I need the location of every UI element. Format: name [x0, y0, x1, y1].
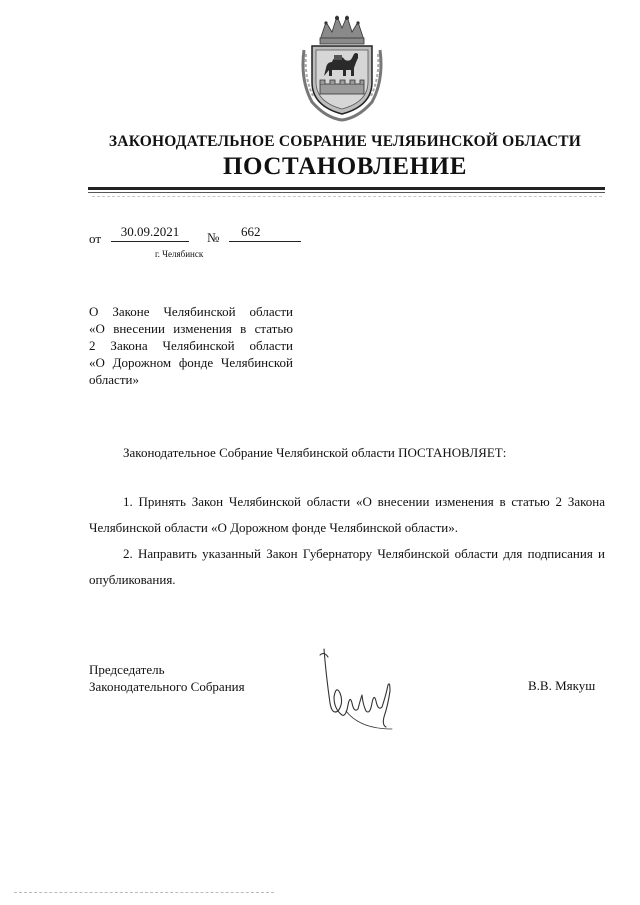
- document-subject: [89, 303, 293, 388]
- header-rule-thin: [88, 192, 605, 193]
- position-line: Законодательного Собрания: [89, 679, 245, 694]
- signatory-position: [89, 661, 245, 695]
- resolution-item: 2. Направить указанный Закон Губернатору Челябинской области для подписания и опубликования.: [89, 546, 605, 587]
- subject-line: области»: [89, 372, 139, 387]
- preamble: Законодательное Собрание Челябинской области ПОСТАНОВЛЯЕТ:: [123, 445, 507, 460]
- date-number-row: [89, 224, 309, 246]
- subject-line: О Законе Челябинской области: [89, 304, 293, 319]
- coat-of-arms-icon: [296, 10, 388, 122]
- organization-title: ЗАКОНОДАТЕЛЬНОЕ СОБРАНИЕ ЧЕЛЯБИНСКОЙ ОБЛАСТИ: [108, 133, 582, 150]
- document-date: 30.09.2021: [111, 224, 189, 242]
- date-prefix: от: [89, 231, 102, 246]
- subject-line: 2 Закона Челябинской области: [89, 338, 293, 353]
- footer-rule: [14, 892, 274, 893]
- subject-line: «О внесении изменения в статью: [89, 321, 293, 336]
- number-prefix: №: [207, 230, 220, 245]
- city-label: г. Челябинск: [155, 249, 204, 259]
- subject-line: «О Дорожном фонде Челябинской: [89, 355, 293, 370]
- handwritten-signature: [316, 645, 398, 735]
- signatory-name: В.В. Мякуш: [528, 678, 596, 693]
- position-line: Председатель: [89, 662, 165, 677]
- resolution-item: 1. Принять Закон Челябинской области «О внесении изменения в статью 2 Закона Челябинской области «О Дорожном фонде Челябинской области».: [89, 494, 605, 535]
- header-rule-dotted: [92, 196, 602, 197]
- resolution-items: [89, 489, 605, 593]
- header-rule-thick: [88, 187, 605, 190]
- document-type-heading: ПОСТАНОВЛЕНИЕ: [222, 153, 468, 180]
- document-number: 662: [229, 224, 301, 242]
